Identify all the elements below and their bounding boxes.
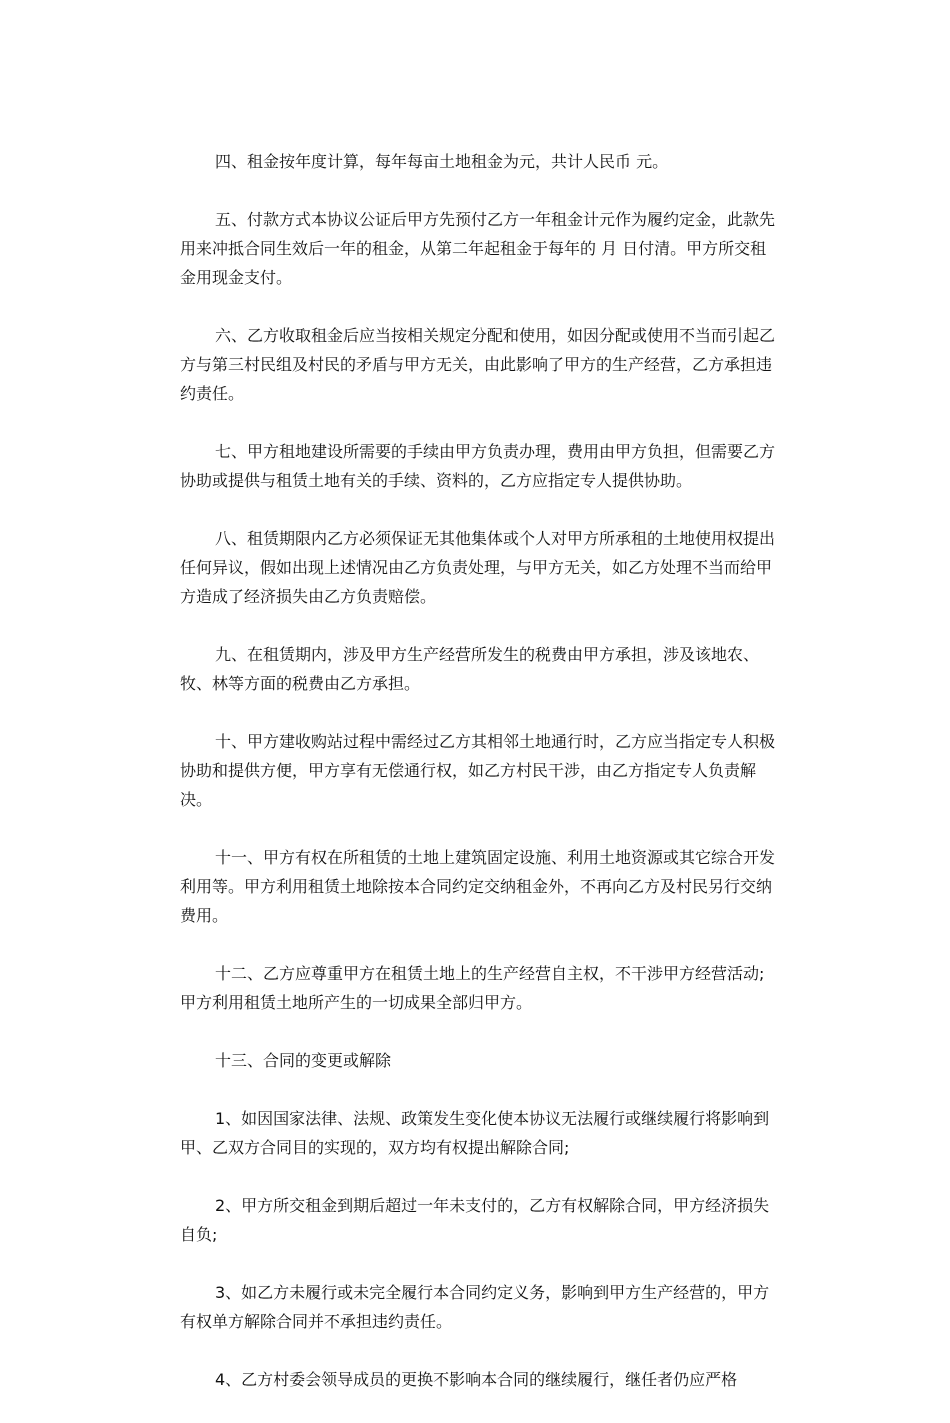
clause-10-access: 十、甲方建收购站过程中需经过乙方其相邻土地通行时，乙方应当指定专人积极协助和提供方便，甲方享有无偿通行权，如乙方村民干涉，由乙方指定专人负责解决。 bbox=[180, 732, 776, 809]
clause-13-heading: 十三、合同的变更或解除 bbox=[215, 1051, 392, 1070]
clause-9-taxes: 九、在租赁期内，涉及甲方生产经营所发生的税费由甲方承担，涉及该地农、牧、林等方面的税费由乙方承担。 bbox=[180, 645, 760, 693]
clause-13-item-1: 1、如因国家法律、法规、政策发生变化使本协议无法履行或继续履行将影响到甲、乙双方合同目的实现的，双方均有权提出解除合同; bbox=[180, 1109, 770, 1157]
clause-13-item-3: 3、如乙方未履行或未完全履行本合同约定义务，影响到甲方生产经营的，甲方有权单方解除合同并不承担违约责任。 bbox=[180, 1283, 770, 1331]
clause-13-item-2: 2、甲方所交租金到期后超过一年未支付的，乙方有权解除合同，甲方经济损失自负; bbox=[180, 1196, 770, 1244]
clause-6-rent-use: 六、乙方收取租金后应当按相关规定分配和使用，如因分配或使用不当而引起乙方与第三村民组及村民的矛盾与甲方无关，由此影响了甲方的生产经营，乙方承担违约责任。 bbox=[180, 326, 776, 403]
clause-4-rent: 四、租金按年度计算，每年每亩土地租金为元，共计人民币 元。 bbox=[215, 152, 669, 171]
clause-7-procedures: 七、甲方租地建设所需要的手续由甲方负责办理，费用由甲方负担，但需要乙方协助或提供与租赁土地有关的手续、资料的，乙方应指定专人提供协助。 bbox=[180, 442, 776, 490]
clause-12-autonomy: 十二、乙方应尊重甲方在租赁土地上的生产经营自主权，不干涉甲方经营活动;甲方利用租赁土地所产生的一切成果全部归甲方。 bbox=[180, 964, 765, 1012]
clause-13-item-4: 4、乙方村委会领导成员的更换不影响本合同的继续履行，继任者仍应严格 bbox=[215, 1370, 738, 1389]
clause-5-payment: 五、付款方式本协议公证后甲方先预付乙方一年租金计元作为履约定金，此款先用来冲抵合同生效后一年的租金，从第二年起租金于每年的 月 日付清。甲方所交租金用现金支付。 bbox=[180, 210, 776, 287]
clause-8-guarantee: 八、租赁期限内乙方必须保证无其他集体或个人对甲方所承租的土地使用权提出任何异议，假如出现上述情况由乙方负责处理，与甲方无关，如乙方处理不当而给甲方造成了经济损失由乙方负责赔偿。 bbox=[180, 529, 776, 606]
document-body bbox=[180, 147, 780, 1423]
clause-11-facilities: 十一、甲方有权在所租赁的土地上建筑固定设施、利用土地资源或其它综合开发利用等。甲方利用租赁土地除按本合同约定交纳租金外，不再向乙方及村民另行交纳费用。 bbox=[180, 848, 776, 925]
